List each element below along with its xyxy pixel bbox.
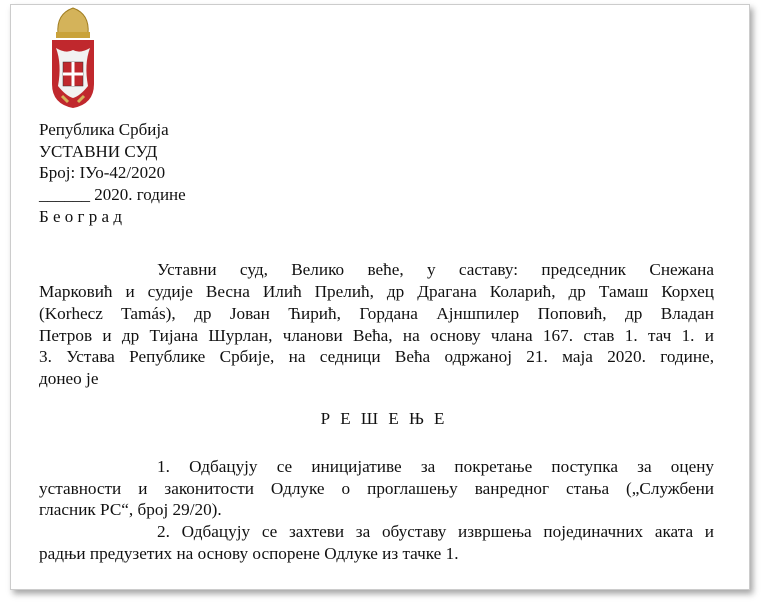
document-date: ______ 2020. године — [39, 185, 186, 204]
item1-line: гласник РС“, број 29/20). — [39, 500, 222, 519]
item1-line: уставности и законитости Одлуке о проглашењу ванредног стања („Службени — [39, 479, 714, 498]
case-number: Број: IУо-42/2020 — [39, 163, 166, 182]
intro-line: Петров и др Тијана Шурлан, чланови Већа, на основу члана 167. став 1. тач 1. и — [39, 326, 714, 345]
intro-line: Уставни суд, Велико веће, у саставу: председник Снежана — [157, 260, 714, 279]
intro-line: 3. Устава Републике Србије, на седници Већа одржаној 21. маја 2020. године, — [39, 347, 714, 366]
item2-line: 2. Одбацују се захтеви за обуставу извршења појединачних аката и — [157, 522, 714, 541]
court-name: УСТАВНИ СУД — [39, 142, 158, 161]
intro-line: Марковић и судије Весна Илић Прелић, др Драгана Коларић, др Тамаш Корхец — [39, 282, 714, 301]
item1-line: 1. Одбацују се иницијативе за покретање поступка за оцену — [157, 457, 714, 476]
serbian-coat-of-arms-icon — [48, 4, 98, 110]
intro-line: донео је — [39, 369, 99, 388]
republic-label: Република Србија — [39, 120, 169, 139]
item2-line: радњи предузетих на основу оспорене Одлуке из тачке 1. — [39, 544, 459, 563]
decision-title: Р Е Ш Е Њ Е — [320, 409, 448, 428]
intro-line: (Korhecz Tamás), др Јован Ћирић, Гордана Ајншпилер Поповић, др Владан — [39, 304, 714, 323]
city-label: Б е о г р а д — [39, 207, 122, 226]
